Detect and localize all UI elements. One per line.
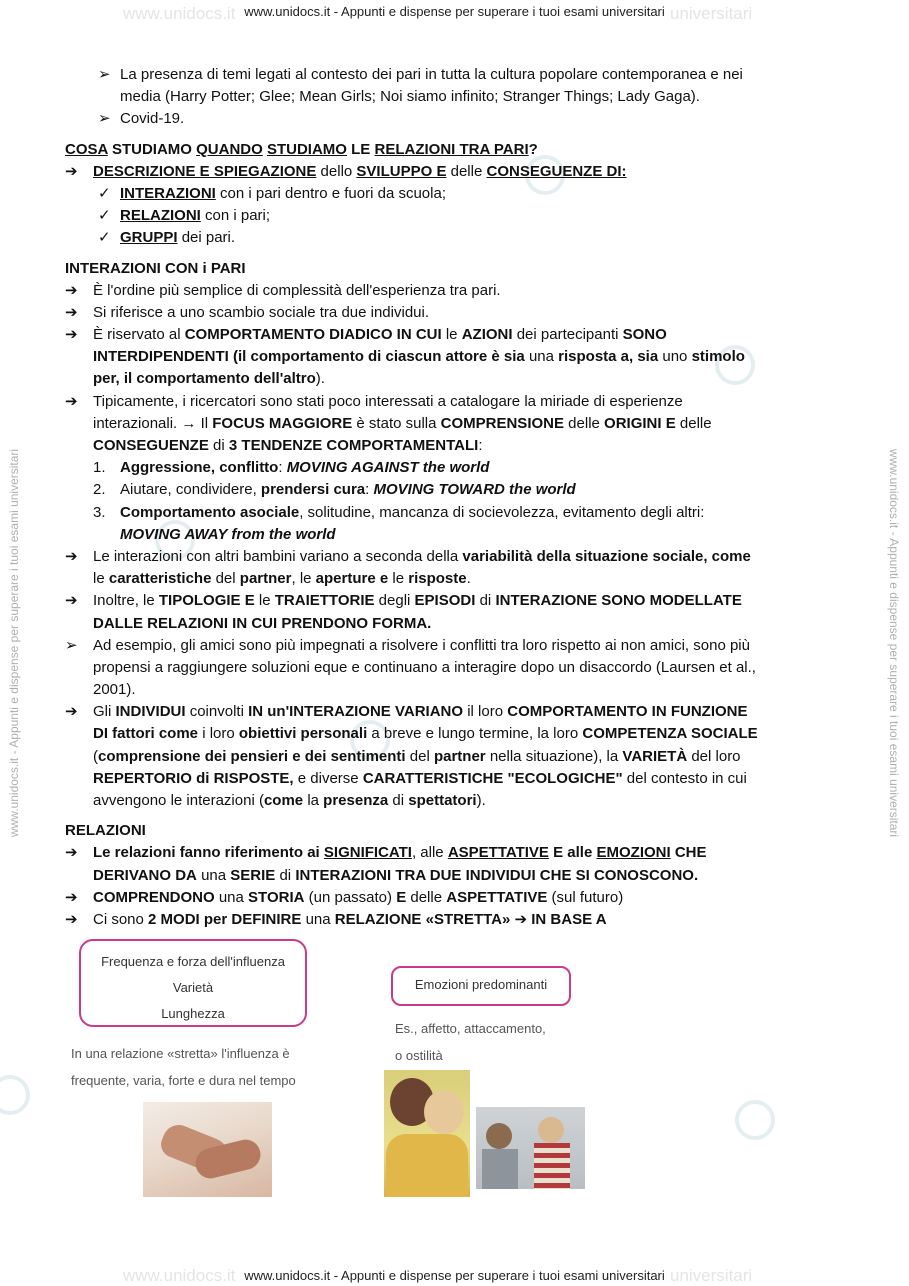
unidocs-logo-icon: [735, 1100, 775, 1140]
triangle-bullet-icon: ➢: [65, 636, 78, 654]
interazioni-point-3-cont: INTERDIPENDENTI (il comportamento di ciascun attore è sia una risposta a, sia uno stimolo: [93, 348, 745, 366]
arrow-bullet-icon: ➔: [65, 162, 78, 180]
interazioni-point-4: ➔ Tipicamente, i ricercatori sono stati poco interessati a catalogare la miriade di esperienze: [65, 391, 845, 413]
influence-caption: In una relazione «stretta» l'influenza è frequente, varia, forte e dura nel tempo: [71, 1046, 296, 1088]
relazioni-heading: RELAZIONI: [65, 822, 146, 840]
arrow-bullet-icon: ➔: [65, 547, 78, 565]
interazioni-point-5: ➔ Le interazioni con altri bambini variano a seconda della variabilità della situazione sociale, come: [65, 546, 845, 568]
relazioni-point-1: ➔ Le relazioni fanno riferimento ai SIGNIFICATI, alle ASPETTATIVE E alle EMOZIONI CHE: [65, 842, 845, 864]
fighting-boys-photo: [476, 1107, 585, 1189]
intro-bullet-1-cont: media (Harry Potter; Glee; Mean Girls; Noi siamo infinito; Stranger Things; Lady Gaga).: [120, 88, 700, 106]
example-bullet-cont: propensi a raggiungere soluzioni eque e continuano a interagire dopo un disaccordo (Laursen et al.,: [93, 658, 756, 676]
arrow-bullet-icon: ➔: [65, 844, 78, 862]
interazioni-point-7-line-2: DI fattori come i loro obiettivi personali a breve e lungo termine, la loro COMPETENZA SOCIALE: [93, 725, 758, 743]
example-bullet: ➢ Ad esempio, gli amici sono più impegnati a risolvere i conflitti tra loro rispetto ai non amici, sono più: [65, 635, 845, 657]
holding-hands-photo: [143, 1102, 272, 1197]
interazioni-point-5-cont: le caratteristiche del partner, le aperture e le risposte.: [93, 570, 471, 588]
relazioni-point-3: ➔ Ci sono 2 MODI per DEFINIRE una RELAZIONE «STRETTA» ➔ IN BASE A: [65, 909, 845, 931]
interazioni-point-4-cont: interazionali. → Il FOCUS MAGGIORE è stato sulla COMPRENSIONE delle ORIGINI E delle: [93, 414, 712, 432]
example-bullet-end: 2001).: [93, 681, 136, 699]
interazioni-point-6: ➔ Inoltre, le TIPOLOGIE E le TRAIETTORIE degli EPISODI di INTERAZIONE SONO MODELLATE: [65, 590, 845, 612]
relazioni-point-1-cont: DERIVANO DA una SERIE di INTERAZIONI TRA DUE INDIVIDUI CHE SI CONOSCONO.: [93, 866, 699, 884]
intro-bullet-2: ➢ Covid-19.: [65, 108, 845, 130]
ghost-watermark-left: www.unidocs.it: [123, 4, 236, 23]
cosa-heading: COSA STUDIAMO QUANDO STUDIAMO LE RELAZIONI TRA PARI?: [65, 140, 538, 158]
tendency-3: 3. Comportamento asociale, solitudine, mancanza di socievolezza, evitamento degli altri:: [93, 503, 705, 521]
interazioni-point-4-end: CONSEGUENZE di 3 TENDENZE COMPORTAMENTALI:: [93, 437, 483, 454]
emotions-caption: Es., affetto, attaccamento, o ostilità: [395, 1021, 546, 1063]
side-watermark-left: www.unidocs.it - Appunti e dispense per superare i tuoi esami universitari: [7, 448, 21, 838]
arrow-bullet-icon: ➔: [65, 888, 78, 906]
ghost-watermark-left-bottom: www.unidocs.it: [123, 1266, 236, 1285]
interazioni-point-6-cont: DALLE RELAZIONI IN CUI PRENDONO FORMA.: [93, 614, 432, 632]
check-icon: ✓: [98, 184, 111, 202]
ghost-watermark-right: universitari: [670, 4, 753, 23]
relazioni-point-2: ➔ COMPRENDONO una STORIA (un passato) E delle ASPETTATIVE (sul futuro): [65, 887, 845, 909]
influence-box: Frequenza e forza dell'influenza Varietà Lunghezza: [79, 939, 307, 1027]
arrow-bullet-icon: ➔: [65, 910, 78, 928]
intro-bullet-1: ➢ La presenza di temi legati al contesto dei pari in tutta la cultura popolare contemporanea e nei: [65, 64, 845, 86]
document-body: [65, 64, 845, 931]
emotions-box: Emozioni predominanti: [391, 966, 571, 1006]
check-item-gruppi: ✓ GRUPPI dei pari.: [65, 227, 845, 249]
interazioni-heading: INTERAZIONI CON i PARI: [65, 259, 246, 277]
side-watermark-right: www.unidocs.it - Appunti e dispense per superare i tuoi esami universitari: [887, 448, 901, 838]
triangle-bullet-icon: ➢: [98, 110, 111, 128]
tendency-2: 2. Aiutare, condividere, prendersi cura: MOVING TOWARD the world: [93, 481, 576, 499]
interazioni-point-7: ➔ Gli INDIVIDUI coinvolti IN un'INTERAZIONE VARIANO il loro COMPORTAMENTO IN FUNZIONE: [65, 701, 845, 723]
arrow-bullet-icon: ➔: [65, 592, 78, 610]
interazioni-point-7-line-3: (comprensione dei pensieri e dei sentimenti del partner nella situazione), la VARIETÀ del loro: [93, 747, 741, 765]
arrow-bullet-icon: ➔: [65, 281, 78, 299]
triangle-bullet-icon: ➢: [98, 66, 111, 83]
arrow-bullet-icon: ➔: [65, 326, 78, 344]
check-item-interazioni: ✓ INTERAZIONI con i pari dentro e fuori da scuola;: [65, 183, 845, 205]
hugging-girls-photo: [384, 1070, 470, 1197]
cosa-description: ➔ DESCRIZIONE E SPIEGAZIONE dello SVILUPPO E delle CONSEGUENZE DI:: [65, 161, 845, 183]
interazioni-point-3-end: per, il comportamento dell'altro).: [93, 370, 325, 388]
interazioni-point-2: ➔ Si riferisce a uno scambio sociale tra due individui.: [65, 302, 845, 324]
check-icon: ✓: [98, 229, 111, 247]
interazioni-point-7-line-4: REPERTORIO di RISPOSTE, e diverse CARATTERISTICHE "ECOLOGICHE" del contesto in cui: [93, 769, 747, 787]
arrow-bullet-icon: ➔: [65, 392, 78, 410]
watermark-header: www.unidocs.it - Appunti e dispense per superare i tuoi esami universitari: [244, 4, 665, 19]
check-icon: ✓: [98, 207, 111, 225]
tendency-3-cont: MOVING AWAY from the world: [120, 525, 336, 543]
interazioni-point-3: ➔ È riservato al COMPORTAMENTO DIADICO IN CUI le AZIONI dei partecipanti SONO: [65, 324, 845, 346]
arrow-bullet-icon: ➔: [65, 703, 78, 721]
interazioni-point-7-line-5: avvengono le interazioni (come la presenza di spettatori).: [93, 792, 486, 809]
interazioni-point-1: ➔ È l'ordine più semplice di complessità dell'esperienza tra pari.: [65, 280, 845, 302]
ghost-watermark-right-bottom: universitari: [670, 1266, 753, 1285]
arrow-bullet-icon: ➔: [65, 303, 78, 321]
arrow-inline-icon: →: [181, 414, 197, 432]
unidocs-logo-icon: [0, 1075, 30, 1115]
watermark-footer: www.unidocs.it - Appunti e dispense per superare i tuoi esami universitari: [244, 1268, 665, 1283]
check-item-relazioni: ✓ RELAZIONI con i pari;: [65, 205, 845, 227]
tendency-1: 1. Aggressione, conflitto: MOVING AGAINST the world: [93, 459, 490, 477]
